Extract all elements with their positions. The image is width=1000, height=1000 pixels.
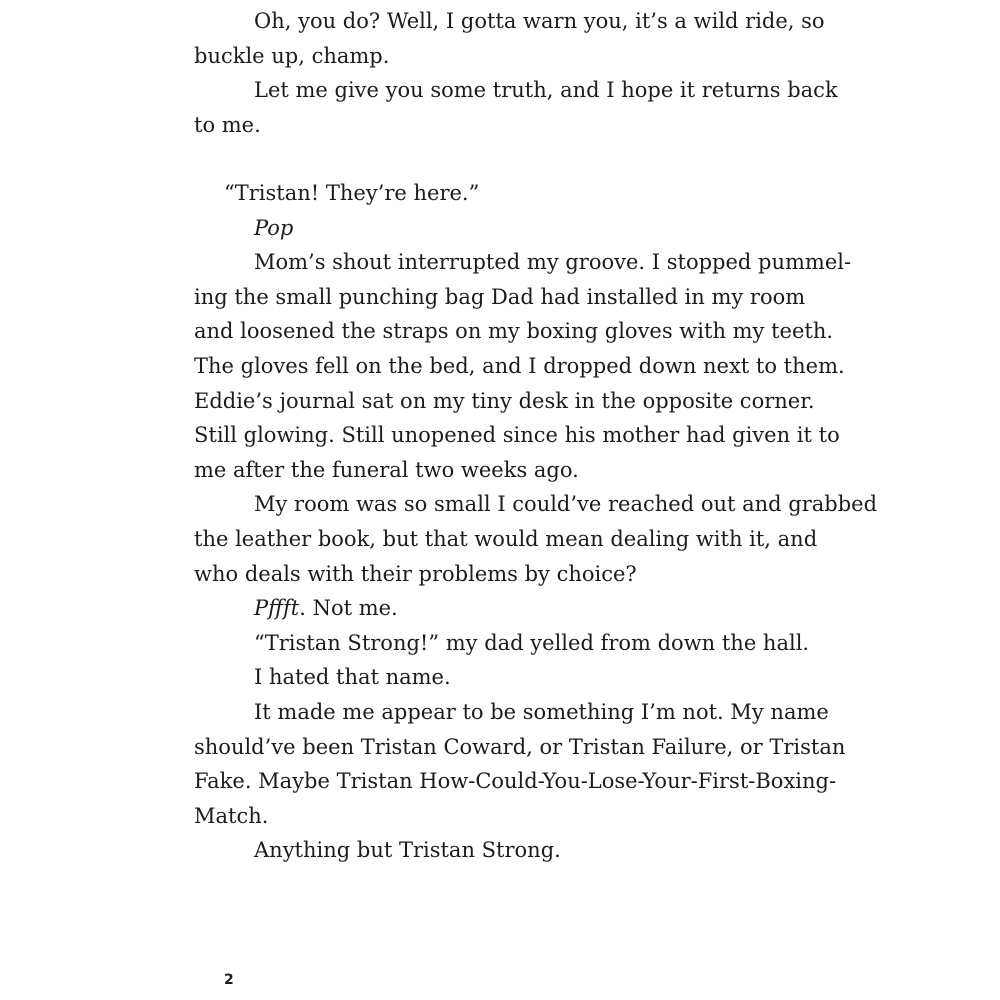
- text-line: ing the small punching bag Dad had installed in my room: [194, 284, 806, 309]
- text-line: to me.: [194, 112, 261, 137]
- text-line: the leather book, but that would mean dealing with it, and: [194, 526, 818, 551]
- text-line: Eddie’s journal sat on my tiny desk in the opposite corner.: [194, 388, 815, 413]
- paragraph: [194, 695, 846, 833]
- paragraph: [224, 211, 804, 246]
- text-line: It made me appear to be something I’m not. My name: [254, 699, 829, 724]
- text-run: . Not me.: [299, 596, 398, 621]
- paragraph: [224, 660, 804, 695]
- text-line: Mom’s shout interrupted my groove. I stopped pummel-: [254, 250, 852, 275]
- paragraph: [224, 833, 804, 868]
- opening-text-block: [194, 4, 838, 142]
- page-number: 2: [224, 972, 234, 988]
- text-line: and loosened the straps on my boxing gloves with my teeth.: [194, 319, 834, 344]
- paragraph: [194, 487, 878, 591]
- paragraph: [194, 73, 838, 142]
- text-line: My room was so small I could’ve reached out and grabbed: [254, 492, 878, 517]
- text-line: “Tristan Strong!” my dad yelled from down the hall.: [254, 630, 810, 655]
- text-line: Match.: [194, 803, 269, 828]
- italic-text: Pffft: [254, 596, 300, 621]
- text-line: [224, 591, 804, 626]
- paragraph: [224, 626, 810, 661]
- text-line: me after the funeral two weeks ago.: [194, 457, 579, 482]
- text-line: Pop: [254, 215, 294, 240]
- text-line: Let me give you some truth, and I hope it returns back: [254, 78, 838, 103]
- paragraph: [224, 176, 804, 211]
- text-line: Oh, you do? Well, I gotta warn you, it’s a wild ride, so: [254, 9, 825, 33]
- text-line: I hated that name.: [254, 665, 451, 690]
- paragraph: [224, 591, 804, 626]
- text-line: buckle up, champ.: [194, 43, 390, 68]
- text-line: The gloves fell on the bed, and I dropped down next to them.: [194, 353, 845, 378]
- text-line: Anything but Tristan Strong.: [254, 838, 561, 863]
- paragraph: [194, 245, 852, 487]
- text-line: “Tristan! They’re here.”: [224, 181, 480, 205]
- text-line: Fake. Maybe Tristan How-Could-You-Lose-Your-First-Boxing-: [194, 769, 837, 794]
- text-line: who deals with their problems by choice?: [194, 561, 637, 586]
- paragraph: [194, 4, 825, 73]
- text-line: Still glowing. Still unopened since his mother had given it to: [194, 423, 840, 448]
- chapter-text-block: [194, 176, 878, 868]
- text-line: should’ve been Tristan Coward, or Tristan Failure, or Tristan: [194, 734, 846, 759]
